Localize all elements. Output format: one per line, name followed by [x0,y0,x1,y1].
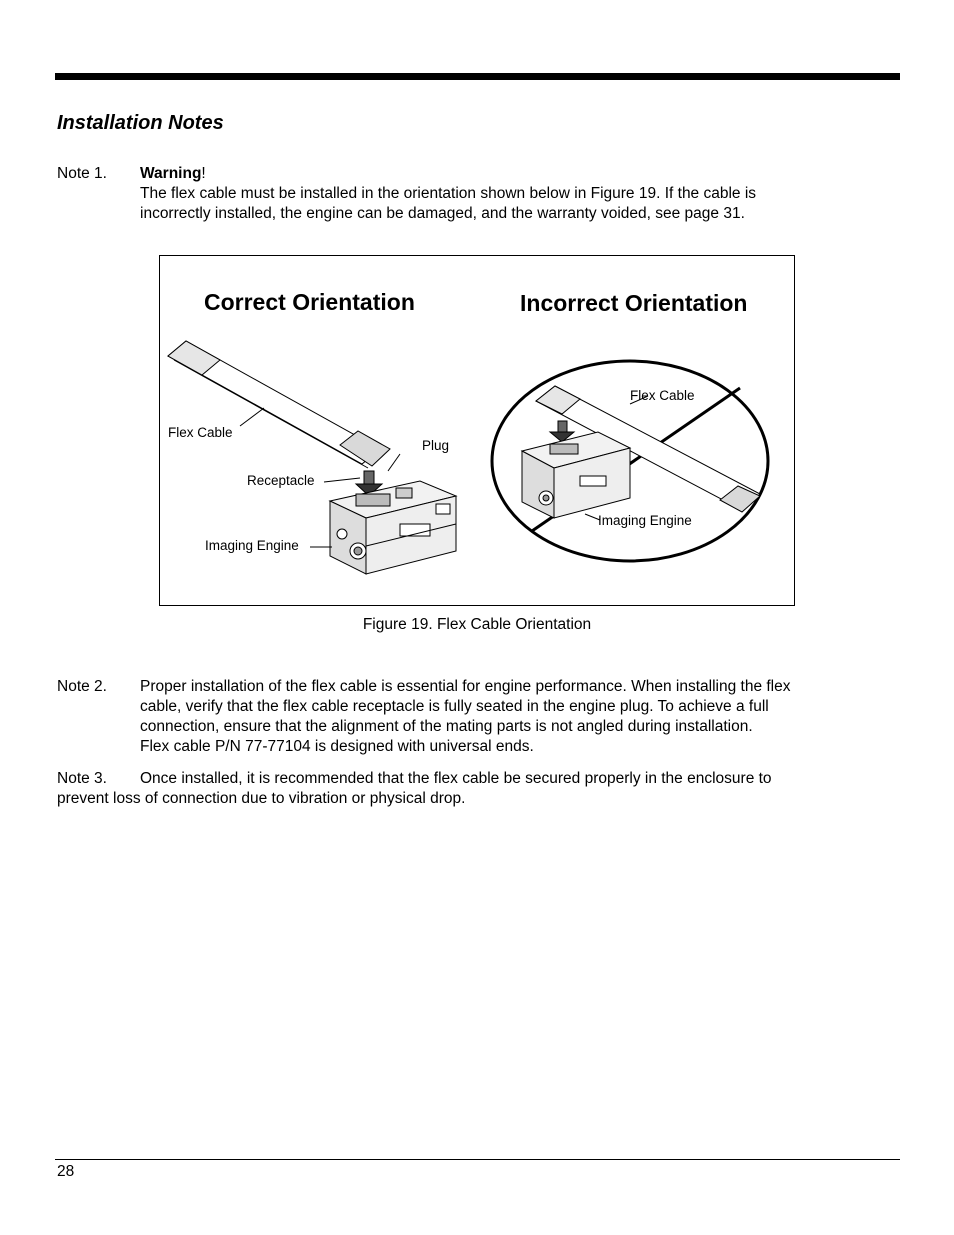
label-plug: Plug [422,438,450,453]
note-1-label: Note 1. [57,165,107,182]
note-2-body [140,677,880,757]
leader-receptacle [324,478,360,482]
correct-orientation-heading: Correct Orientation [204,289,415,315]
warning-label: Warning [140,165,202,182]
note-2-label: Note 2. [57,678,107,695]
label-flex-cable-left: Flex Cable [168,425,233,440]
label-flex-cable-right: Flex Cable [630,388,695,403]
page-number: 28 [57,1163,75,1180]
note-1-line-1: The flex cable must be installed in the orientation shown below in Figure 19. If the cable is [140,185,757,202]
note-3-label: Note 3. [57,770,107,787]
incorrect-orientation-heading: Incorrect Orientation [520,290,748,316]
footer-rule [55,1159,900,1160]
leader-flex-cable-left [240,408,264,426]
note-3-line-2: prevent loss of connection due to vibration or physical drop. [57,790,466,807]
section-title: Installation Notes [57,112,224,134]
leader-plug [388,454,400,471]
note-2-line-3: connection, ensure that the alignment of the mating parts is not angled during installation. [140,718,753,735]
warning-exclaim: ! [201,165,206,182]
figure-19 [159,255,795,606]
note-1-line-2: incorrectly installed, the engine can be damaged, and the warranty voided, see page 31. [140,205,745,222]
note-2-line-2: cable, verify that the flex cable receptacle is fully seated in the engine plug. To achieve a full [140,698,769,715]
left-imaging-engine [330,481,456,574]
label-receptacle: Receptacle [247,473,315,488]
left-flex-cable [168,341,390,468]
header-rule [55,73,900,80]
note-1-body [140,164,880,224]
note-2-line-1: Proper installation of the flex cable is essential for engine performance. When installing the flex [140,678,791,695]
note-3-line-1: Once installed, it is recommended that the flex cable be secured properly in the enclosure to [140,770,772,787]
right-imaging-engine [522,432,630,518]
label-imaging-engine-left: Imaging Engine [205,538,299,553]
note-2-line-4: Flex cable P/N 77-77104 is designed with universal ends. [140,738,534,755]
label-imaging-engine-right: Imaging Engine [598,513,692,528]
figure-caption: Figure 19. Flex Cable Orientation [362,616,592,633]
